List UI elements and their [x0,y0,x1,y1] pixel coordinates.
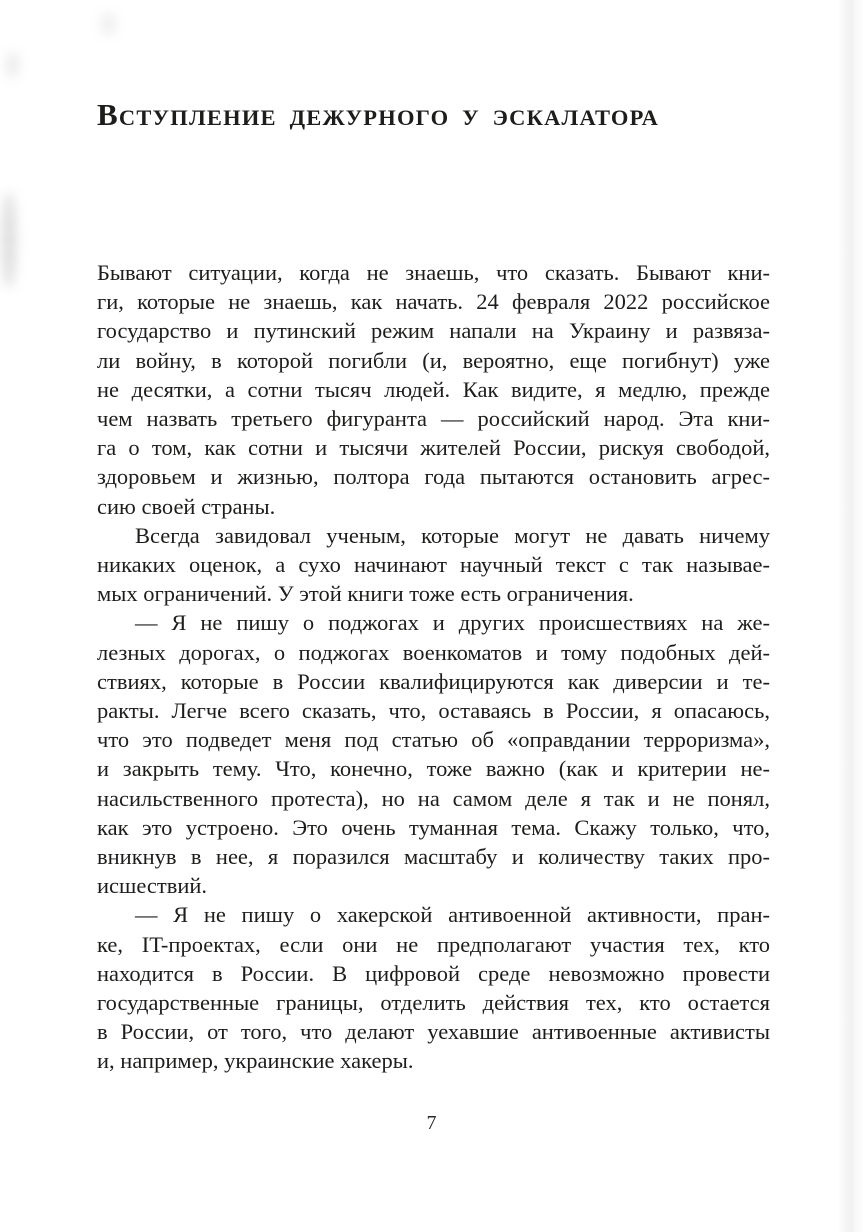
text-line: исшествий. [97,873,208,899]
text-line: не десятки, а сотни тысяч людей. Как видите, я медлю, прежде [97,376,770,402]
text-line: ке, IT-проектах, если они не предполагают участия тех, кто [97,931,770,957]
text-line: ги, которые не знаешь, как начать. 24 февраля 2022 российское [97,289,770,315]
text-line: чем назвать третьего фигуранта — российский народ. Эта кни- [97,406,770,432]
text-line: и закрыть тему. Что, конечно, тоже важно (как и критерии не- [97,756,770,782]
text-line: насильственного протеста), но на самом деле я так и не понял, [97,785,770,811]
scan-shadow-right-edge [837,0,863,1232]
page-number: 7 [426,1112,437,1134]
text-line: и, например, украинские хакеры. [97,1048,414,1074]
text-line: ствиях, которые в России квалифицируются как диверсии и те- [97,668,770,694]
chapter-title-text: СТУПЛЕНИЕ ДЕЖУРНОГО У ЭСКАЛАТОРА [118,105,660,131]
text-line: лезных дорогах, о поджогах военкоматов и тому подобных дей- [97,639,770,665]
text-line: государственные границы, отделить действия тех, кто остается [97,990,770,1016]
text-line: здоровьем и жизнью, полтора года пытаются остановить агрес- [97,464,770,490]
text-line: мых ограничений. У этой книги тоже есть ограничения. [97,581,634,607]
text-line: в России, от того, что делают уехавшие антивоенные активисты [97,1019,770,1045]
text-line: Всегда завидовал ученым, которые могут не давать ничему [135,522,770,548]
text-line: государство и путинский режим напали на Украину и развяза- [97,318,770,344]
chapter-title-initial: В [97,97,119,133]
text-line: что это подведет меня под статью об «оправдании терроризма», [97,727,770,753]
text-line: никаких оценок, а сухо начинают научный текст с так называе- [97,552,770,578]
text-line: — Я не пишу о поджогах и других происшествиях на же- [135,610,770,636]
text-line: Бывают ситуации, когда не знаешь, что сказать. Бывают кни- [97,260,770,285]
text-line: га о том, как сотни и тысячи жителей России, рискуя свободой, [97,435,770,461]
text-line: ракты. Легче всего сказать, что, оставаясь в России, я опасаюсь, [97,698,770,724]
text-line: вникнув в нее, я поразился масштабу и количеству таких про- [97,844,770,870]
scan-smudge [2,192,16,288]
chapter-title [97,97,659,133]
text-line: как это устроено. Это очень туманная тема. Скажу только, что, [97,814,770,840]
text-line: сию своей страны. [97,493,276,519]
text-line: ли войну, в которой погибли (и, вероятно, еще погибнут) уже [97,347,770,373]
text-line: находится в России. В цифровой среде невозможно провести [97,960,770,986]
scan-smudge [7,52,18,78]
scan-smudge [101,13,116,35]
body-text [97,258,770,1076]
text-line: — Я не пишу о хакерской антивоенной активности, пран- [135,902,770,928]
